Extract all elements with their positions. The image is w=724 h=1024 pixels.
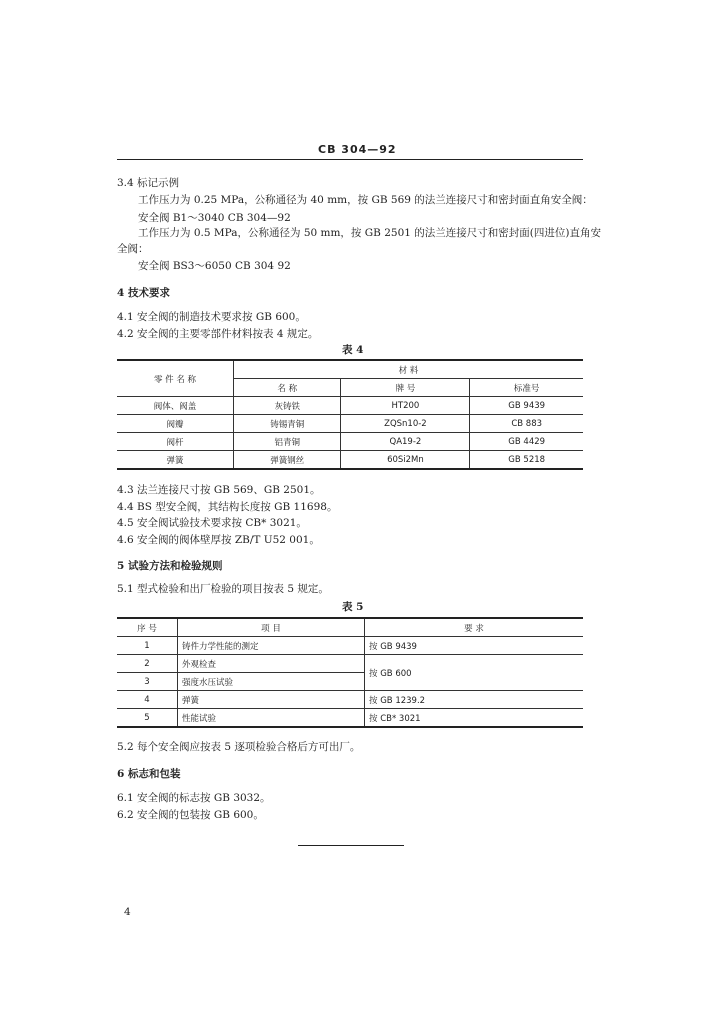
table-cell: 4 [117, 691, 178, 709]
table-row [117, 691, 583, 709]
table-cell: 灰铸铁 [234, 397, 341, 415]
clause: 6.2 安全阀的包装按 GB 600。 [117, 809, 264, 821]
table-caption: 表 4 [342, 344, 364, 356]
clause: 6.1 安全阀的标志按 GB 3032。 [117, 792, 271, 804]
table-cell: 外观检查 [178, 655, 365, 673]
marking-example: 安全阀 B1～3040 CB 304—92 [138, 212, 291, 224]
clause: 4.5 安全阀试验技术要求按 CB* 3021。 [117, 517, 307, 529]
table-cell: GB 9439 [470, 397, 583, 415]
table-header: 要 求 [365, 618, 584, 637]
inspection-table [117, 617, 583, 728]
table-header: 项 目 [178, 618, 365, 637]
table-cell: 3 [117, 673, 178, 691]
clause: 4.6 安全阀的阀体壁厚按 ZB/T U52 001。 [117, 534, 320, 546]
table-header: 材 料 [234, 360, 584, 379]
clause: 4.3 法兰连接尺寸按 GB 569、GB 2501。 [117, 484, 321, 496]
table-cell: 按 GB 9439 [365, 637, 584, 655]
table-cell: 5 [117, 709, 178, 728]
section-heading: 5 试验方法和检验规则 [117, 560, 223, 572]
table-caption: 表 5 [342, 601, 364, 613]
table-cell: 阀瓣 [117, 415, 234, 433]
table-row [117, 397, 583, 415]
paragraph: 工作压力为 0.5 MPa，公称通径为 50 mm，按 GB 2501 的法兰连接尺寸和密封面(四进位)直角安 [138, 227, 601, 239]
table-cell: HT200 [341, 397, 470, 415]
table-cell: 按 GB 600 [365, 655, 584, 691]
table-row [117, 655, 583, 673]
table-cell: 阀杆 [117, 433, 234, 451]
materials-table [117, 359, 583, 470]
table-cell: 弹簧 [178, 691, 365, 709]
table-cell: 弹簧 [117, 451, 234, 470]
clause: 4.1 安全阀的制造技术要求按 GB 600。 [117, 311, 306, 323]
table-cell: 按 GB 1239.2 [365, 691, 584, 709]
table-cell: GB 4429 [470, 433, 583, 451]
section-heading: 4 技术要求 [117, 287, 170, 299]
table-cell: 2 [117, 655, 178, 673]
table-cell: GB 5218 [470, 451, 583, 470]
table-cell: 阀体、阀盖 [117, 397, 234, 415]
clause: 4.4 BS 型安全阀，其结构长度按 GB 11698。 [117, 501, 338, 513]
section-heading: 3.4 标记示例 [117, 177, 180, 189]
table-row [117, 415, 583, 433]
table-row [117, 433, 583, 451]
table-cell: 性能试验 [178, 709, 365, 728]
paragraph: 工作压力为 0.25 MPa，公称通径为 40 mm，按 GB 569 的法兰连接尺寸和密封面直角安全阀： [138, 194, 593, 206]
table-cell: CB 883 [470, 415, 583, 433]
table-cell: 铝青铜 [234, 433, 341, 451]
table-cell: ZQSn10-2 [341, 415, 470, 433]
section-heading: 6 标志和包装 [117, 768, 181, 780]
document-number: CB 304—92 [318, 143, 397, 156]
table-cell: 弹簧钢丝 [234, 451, 341, 470]
paragraph-continuation: 全阀： [117, 243, 149, 255]
page-number: 4 [124, 906, 131, 918]
table-header: 牌 号 [341, 379, 470, 397]
header-rule [117, 159, 583, 160]
clause: 5.1 型式检验和出厂检验的项目按表 5 规定。 [117, 583, 329, 595]
table-header: 标准号 [470, 379, 583, 397]
table-cell: 60Si2Mn [341, 451, 470, 470]
table-cell: 强度水压试验 [178, 673, 365, 691]
clause: 4.2 安全阀的主要零部件材料按表 4 规定。 [117, 328, 319, 340]
table-row [117, 709, 583, 728]
table-row [117, 451, 583, 470]
marking-example: 安全阀 BS3～6050 CB 304 92 [138, 260, 291, 272]
table-cell: 铸件力学性能的测定 [178, 637, 365, 655]
table-cell: 铸锡青铜 [234, 415, 341, 433]
table-cell: QA19-2 [341, 433, 470, 451]
table-cell: 按 CB* 3021 [365, 709, 584, 728]
end-rule [298, 845, 404, 846]
table-row [117, 637, 583, 655]
clause: 5.2 每个安全阀应按表 5 逐项检验合格后方可出厂。 [117, 741, 361, 753]
table-cell: 1 [117, 637, 178, 655]
table-header: 序 号 [117, 618, 178, 637]
table-header: 名 称 [234, 379, 341, 397]
table-header: 零 件 名 称 [117, 360, 234, 397]
